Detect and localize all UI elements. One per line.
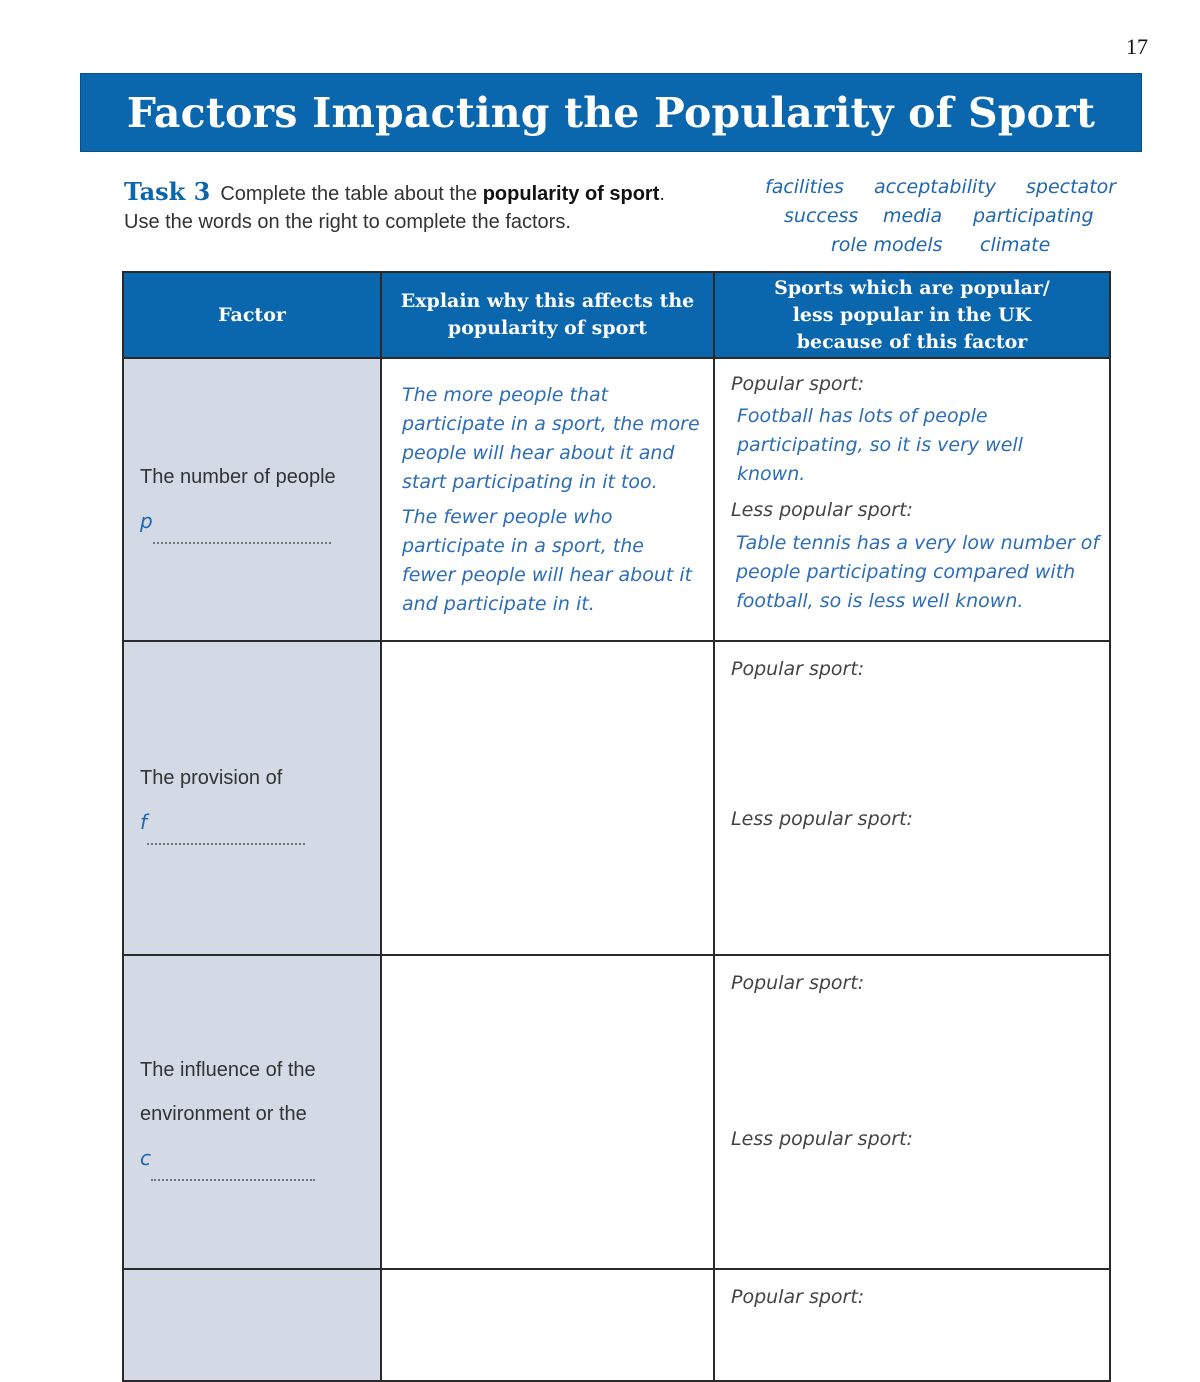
factor-text: The influence of the xyxy=(140,1059,316,1081)
less-popular-sport-label: Less popular sport: xyxy=(731,808,913,830)
task-line1-end: . xyxy=(659,183,665,205)
task-instructions xyxy=(124,178,744,236)
explanation-answer: The fewer people who participate in a sport, the fewer people will hear about it and participate in it. xyxy=(402,506,693,615)
factor-text: The number of people xyxy=(140,466,336,488)
page-title: Factors Impacting the Popularity of Sport xyxy=(126,88,1096,137)
sports-cell[interactable] xyxy=(714,358,1110,641)
task-line1-bold: popularity of sport xyxy=(482,183,660,205)
fill-blank[interactable] xyxy=(151,1153,315,1181)
factor-answer-line xyxy=(140,800,305,845)
table-row xyxy=(123,358,1110,641)
factor-text: environment or the xyxy=(140,1103,307,1125)
factor-cell xyxy=(123,641,381,955)
popularity-table xyxy=(122,271,1111,1382)
word-bank-item: climate xyxy=(980,234,1051,256)
explanation-cell[interactable] xyxy=(381,1269,714,1381)
sports-cell[interactable] xyxy=(714,641,1110,955)
task-line1-text: Complete the table about the xyxy=(220,183,483,205)
word-bank-item: role models xyxy=(831,234,943,256)
factor-cell xyxy=(123,1269,381,1381)
factor-cell xyxy=(123,358,381,641)
factor-answer-line xyxy=(140,499,336,544)
title-banner xyxy=(80,73,1142,152)
factor-initial: p xyxy=(140,509,153,533)
task-label: Task 3 xyxy=(124,177,211,206)
header-explanation: Explain why this affects the popularity of sport xyxy=(381,272,714,358)
table-row xyxy=(123,641,1110,955)
fill-blank[interactable] xyxy=(153,516,331,544)
factor-initial: c xyxy=(140,1146,151,1170)
less-popular-sport-answer: Table tennis has a very low number of people participating compared with football, so is less well known. xyxy=(736,532,1100,612)
word-bank-item: media xyxy=(883,205,943,227)
word-bank-item: acceptability xyxy=(874,176,996,198)
popular-sport-answer: Football has lots of people participating, so it is very well known. xyxy=(737,405,1023,485)
fill-blank[interactable] xyxy=(147,817,305,845)
task-line2: Use the words on the right to complete the factors. xyxy=(124,211,571,233)
factor-cell xyxy=(123,955,381,1269)
factor-initial: f xyxy=(140,810,148,834)
table-row xyxy=(123,955,1110,1269)
header-factor: Factor xyxy=(123,272,381,358)
explanation-cell[interactable] xyxy=(381,641,714,955)
page-number: 17 xyxy=(1126,34,1148,59)
word-bank-item: facilities xyxy=(765,176,844,198)
explanation-cell[interactable] xyxy=(381,955,714,1269)
popular-sport-label: Popular sport: xyxy=(731,658,865,680)
explanation-cell[interactable] xyxy=(381,358,714,641)
popular-sport-label: Popular sport: xyxy=(731,1286,865,1308)
sports-cell[interactable] xyxy=(714,955,1110,1269)
explanation-answer: The more people that participate in a sport, the more people will hear about it and start participating in it too. xyxy=(402,384,700,493)
word-bank-item: spectator xyxy=(1026,176,1117,198)
word-bank-item: success xyxy=(784,205,859,227)
popular-sport-label: Popular sport: xyxy=(731,972,865,994)
header-sports: Sports which are popular/ less popular in the UK because of this factor xyxy=(714,272,1110,358)
factor-text: The provision of xyxy=(140,767,283,789)
word-bank-item: participating xyxy=(973,205,1094,227)
sports-cell[interactable] xyxy=(714,1269,1110,1381)
table-row xyxy=(123,1269,1110,1381)
less-popular-sport-label: Less popular sport: xyxy=(731,1128,913,1150)
less-popular-sport-label: Less popular sport: xyxy=(731,499,913,521)
popular-sport-label: Popular sport: xyxy=(731,373,865,395)
factor-answer-line xyxy=(140,1136,316,1181)
